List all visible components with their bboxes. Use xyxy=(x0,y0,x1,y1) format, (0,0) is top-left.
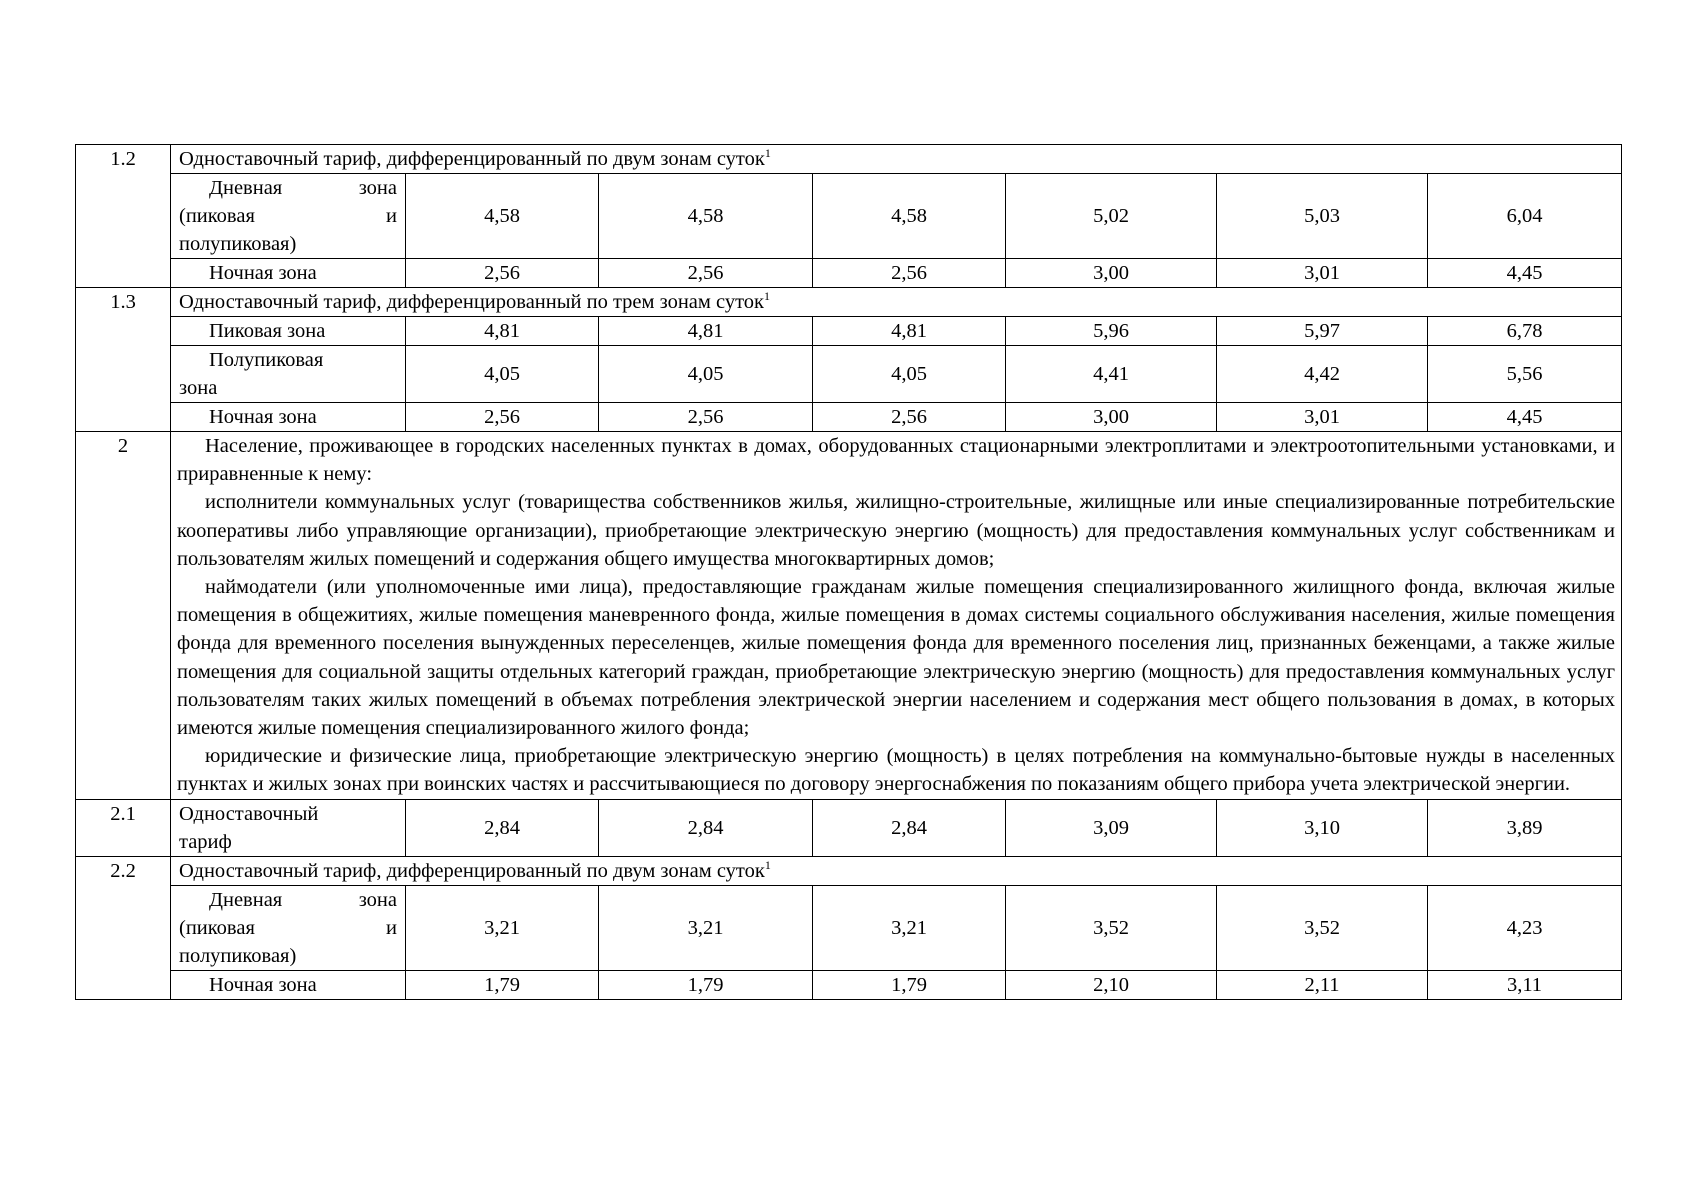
table-row-2 xyxy=(76,432,1622,800)
row-label: Полупиковая зона xyxy=(171,346,406,403)
row-index: 2 xyxy=(76,432,171,800)
table-cell: 2,10 xyxy=(1006,970,1217,999)
row-heading: Одноставочный тариф, дифференцированный по двум зонам суток$^1$ xyxy=(171,856,1622,885)
footnote-marker: 1 xyxy=(764,146,771,161)
row-label: Ночная зона xyxy=(171,403,406,432)
table-cell: 2,56 xyxy=(406,259,599,288)
paragraph: юридические и физические лица, приобретающие электрическую энергию (мощность) в целях потребления на коммунально-бытовые нужды в населенных пунктах и жилых зонах при воинских частях и рассчитывающиеся по договору энергоснабжения по показаниям общего прибора учета электрической энергии. xyxy=(177,745,1615,796)
row-label: Дневная зона (пиковая и полупиковая) xyxy=(171,885,406,970)
table-cell: 3,21 xyxy=(599,885,813,970)
table-cell: 3,10 xyxy=(1217,799,1428,856)
table-cell: 4,45 xyxy=(1428,259,1622,288)
table-row-1-3-night xyxy=(76,403,1622,432)
table-cell: 2,56 xyxy=(599,259,813,288)
table-cell: 2,84 xyxy=(406,799,599,856)
table-cell: 1,79 xyxy=(813,970,1006,999)
table-cell: 4,81 xyxy=(813,317,1006,346)
table-cell: 4,05 xyxy=(599,346,813,403)
table-cell: 6,78 xyxy=(1428,317,1622,346)
table-cell: 3,52 xyxy=(1006,885,1217,970)
table-cell: 3,01 xyxy=(1217,403,1428,432)
row-heading: Одноставочный тариф, дифференцированный по двум зонам суток$^1$ xyxy=(171,145,1622,174)
table-cell: 5,03 xyxy=(1217,174,1428,259)
table-cell: 6,04 xyxy=(1428,174,1622,259)
category-description xyxy=(171,432,1622,800)
table-cell: 3,89 xyxy=(1428,799,1622,856)
table-cell: 4,41 xyxy=(1006,346,1217,403)
table-cell: 2,56 xyxy=(599,403,813,432)
table-cell: 4,05 xyxy=(406,346,599,403)
table-cell: 2,56 xyxy=(406,403,599,432)
row-index: 1.3 xyxy=(76,288,171,432)
table-row-1-2-day xyxy=(76,174,1622,259)
row-heading: Одноставочный тариф, дифференцированный по трем зонам суток$^1$ xyxy=(171,288,1622,317)
table-cell: 1,79 xyxy=(406,970,599,999)
table-cell: 1,79 xyxy=(599,970,813,999)
table-cell: 4,05 xyxy=(813,346,1006,403)
footnote-marker: 1 xyxy=(763,289,770,304)
footnote-marker: 1 xyxy=(764,857,771,872)
table-cell: 5,02 xyxy=(1006,174,1217,259)
row-label: Пиковая зона xyxy=(171,317,406,346)
table-cell: 2,84 xyxy=(599,799,813,856)
table-cell: 3,00 xyxy=(1006,403,1217,432)
row-label: Дневная зона (пиковая и полупиковая) xyxy=(171,174,406,259)
table-cell: 3,52 xyxy=(1217,885,1428,970)
table-cell: 4,58 xyxy=(599,174,813,259)
table-cell: 4,23 xyxy=(1428,885,1622,970)
table-cell: 4,45 xyxy=(1428,403,1622,432)
table-cell: 3,21 xyxy=(406,885,599,970)
tariff-table xyxy=(75,144,1622,1000)
table-cell: 3,11 xyxy=(1428,970,1622,999)
table-row-1-2-night xyxy=(76,259,1622,288)
table-cell: 5,56 xyxy=(1428,346,1622,403)
table-cell: 2,56 xyxy=(813,259,1006,288)
table-cell: 5,97 xyxy=(1217,317,1428,346)
paragraph: Население, проживающее в городских населенных пунктах в домах, оборудованных стационарными электроплитами и электроотопительными установками, и приравненные к нему: xyxy=(177,435,1615,486)
row-index: 1.2 xyxy=(76,145,171,288)
row-label: Ночная зона xyxy=(171,259,406,288)
table-row-2-2-day xyxy=(76,885,1622,970)
table-cell: 4,42 xyxy=(1217,346,1428,403)
row-label: Одноставочный тариф xyxy=(171,799,406,856)
table-cell: 4,81 xyxy=(599,317,813,346)
table-cell: 5,96 xyxy=(1006,317,1217,346)
table-cell: 2,84 xyxy=(813,799,1006,856)
table-row-1-3-peak xyxy=(76,317,1622,346)
table-row-1-2-heading xyxy=(76,145,1622,174)
table-cell: 3,00 xyxy=(1006,259,1217,288)
paragraph: исполнители коммунальных услуг (товарищества собственников жилья, жилищно-строительные, жилищные или иные специализированные потребительские кооперативы либо управляющие организации), приобретающие электрическую энергию (мощность) для предоставления коммунальных услуг собственникам и пользователям жилых помещений и содержания общего имущества многоквартирных домов; xyxy=(177,491,1615,570)
table-cell: 2,56 xyxy=(813,403,1006,432)
table-row-1-3-semipeak xyxy=(76,346,1622,403)
table-cell: 4,58 xyxy=(406,174,599,259)
table-row-2-2-night xyxy=(76,970,1622,999)
table-row-1-3-heading xyxy=(76,288,1622,317)
table-cell: 4,81 xyxy=(406,317,599,346)
paragraph: наймодатели (или уполномоченные ими лица), предоставляющие гражданам жилые помещения специализированного жилищного фонда, включая жилые помещения в общежитиях, жилые помещения маневренного фонда, жилые помещения в домах системы социального обслуживания населения, жилые помещения фонда для временного поселения вынужденных переселенцев, жилые помещения фонда для временного поселения лиц, признанных беженцами, а также жилые помещения для социальной защиты отдельных категорий граждан, приобретающие электрическую энергию (мощность) для предоставления коммунальных услуг пользователям таких жилых помещений в объемах потребления электрической энергии населением и содержания мест общего пользования в домах, в которых имеются жилые помещения специализированного жилого фонда; xyxy=(177,576,1615,740)
table-cell: 3,01 xyxy=(1217,259,1428,288)
table-row-2-1 xyxy=(76,799,1622,856)
row-index: 2.2 xyxy=(76,856,171,999)
row-index: 2.1 xyxy=(76,799,171,856)
table-row-2-2-heading xyxy=(76,856,1622,885)
table-cell: 4,58 xyxy=(813,174,1006,259)
table-cell: 2,11 xyxy=(1217,970,1428,999)
row-label: Ночная зона xyxy=(171,970,406,999)
table-cell: 3,21 xyxy=(813,885,1006,970)
table-cell: 3,09 xyxy=(1006,799,1217,856)
